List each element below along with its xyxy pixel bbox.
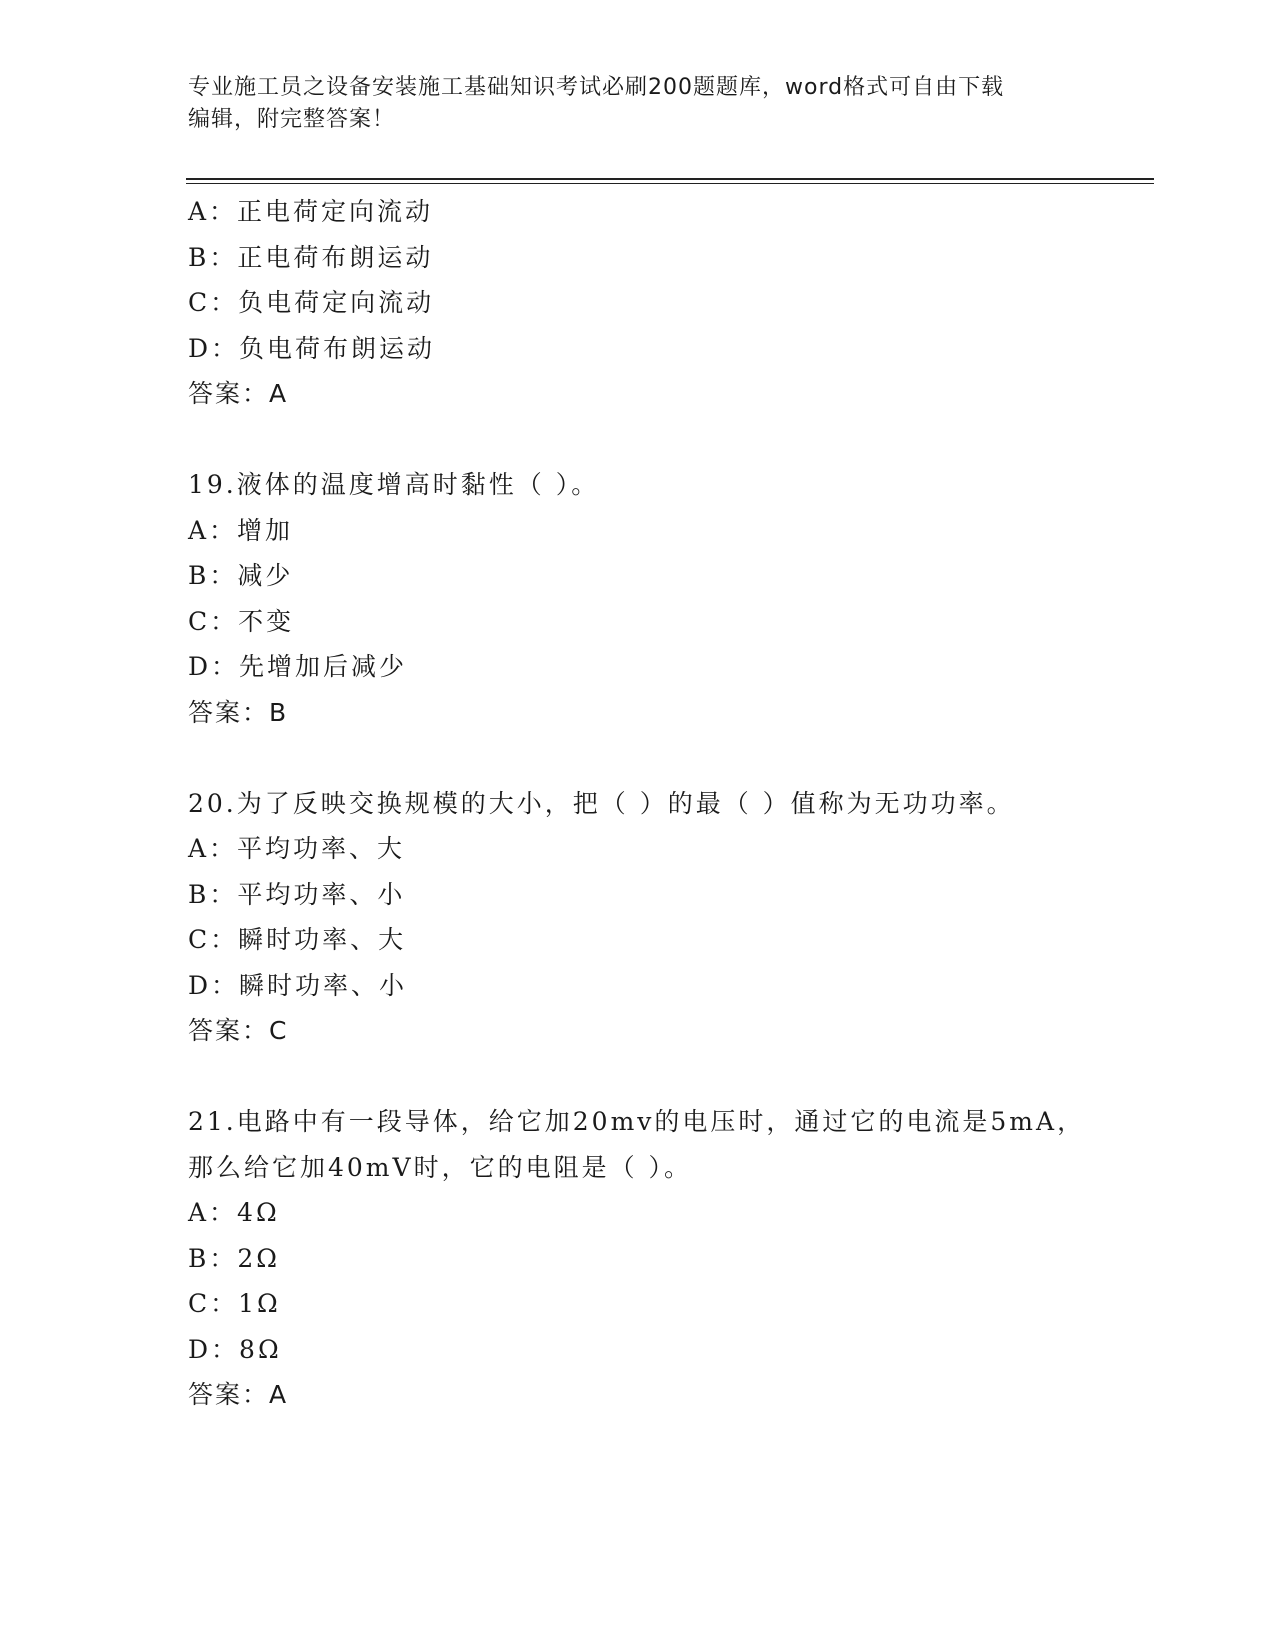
option-b: B：2Ω <box>188 1243 281 1273</box>
question-21 <box>188 1099 1118 1418</box>
question-list <box>188 189 1118 1418</box>
spacer <box>188 735 1118 781</box>
header-title-line-1: 专业施工员之设备安装施工基础知识考试必刷200题题库，word格式可自由下载 <box>188 75 1005 100</box>
question-stem: 19.液体的温度增高时黏性（ ）。 <box>188 470 600 499</box>
option-b: B：减少 <box>188 561 294 590</box>
header-divider-thin <box>186 183 1154 184</box>
header-divider-thick <box>186 178 1154 180</box>
option-c: C：负电荷定向流动 <box>188 288 435 317</box>
answer-line: 答案：B <box>188 697 289 727</box>
question-stem-line-2: 那么给它加40mV时，它的电阻是（ ）。 <box>188 1152 693 1182</box>
answer-line: 答案：A <box>188 379 289 408</box>
option-a: A：4Ω <box>188 1198 280 1227</box>
question-stem-line-1: 21.电路中有一段导体，给它加20mv的电压时，通过它的电流是5mA， <box>188 1107 1086 1136</box>
question-18 <box>188 189 1118 417</box>
option-b: B：平均功率、小 <box>188 879 406 909</box>
option-a: A：平均功率、大 <box>188 834 406 863</box>
question-19 <box>188 462 1118 735</box>
option-a: A：正电荷定向流动 <box>188 197 434 226</box>
header-title-line-2: 编辑，附完整答案！ <box>188 107 396 132</box>
spacer <box>188 417 1118 463</box>
option-d: D：负电荷布朗运动 <box>188 333 436 363</box>
spacer <box>188 1054 1118 1100</box>
option-d: D：8Ω <box>188 1334 282 1364</box>
option-b: B：正电荷布朗运动 <box>188 242 434 272</box>
answer-line: 答案：A <box>188 1380 289 1409</box>
option-d: D：瞬时功率、小 <box>188 970 408 1000</box>
option-d: D：先增加后减少 <box>188 652 408 681</box>
answer-line: 答案：C <box>188 1016 289 1045</box>
question-20 <box>188 781 1118 1054</box>
option-c: C：不变 <box>188 606 295 636</box>
document-header <box>188 72 1088 136</box>
option-c: C：瞬时功率、大 <box>188 925 407 954</box>
option-c: C：1Ω <box>188 1289 281 1318</box>
question-stem: 20.为了反映交换规模的大小，把（ ）的最（ ）值称为无功功率。 <box>188 788 1015 818</box>
option-a: A：增加 <box>188 515 294 545</box>
